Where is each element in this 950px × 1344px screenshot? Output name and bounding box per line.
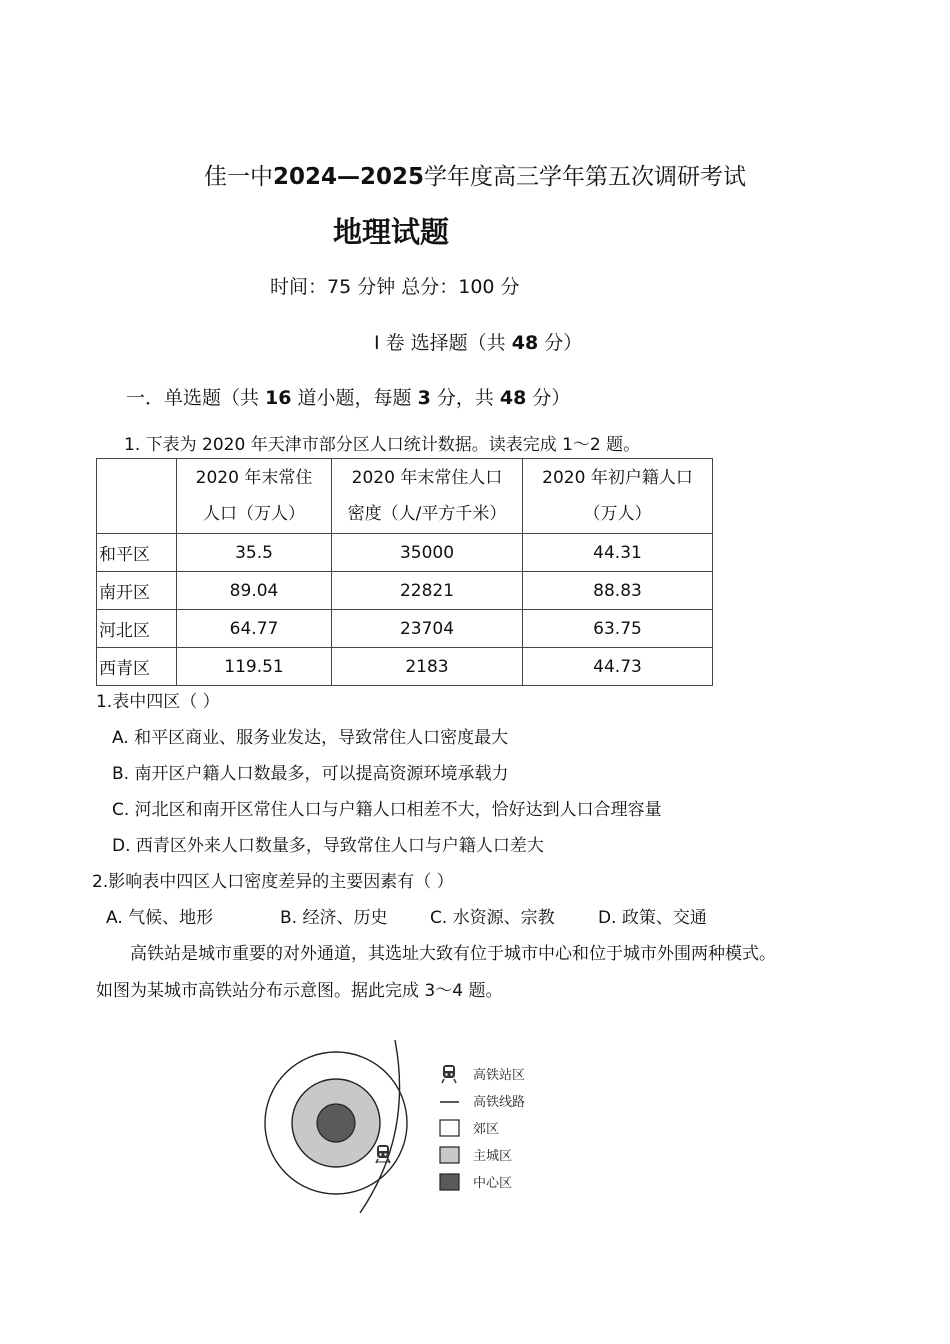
resident-cell: 35.5 xyxy=(177,534,332,572)
rail-station-diagram xyxy=(255,1035,555,1220)
legend-suburb-swatch xyxy=(440,1120,459,1136)
question-2-option-d: D. 政策、交通 xyxy=(598,908,707,928)
density-cell: 35000 xyxy=(332,534,523,572)
registered-cell: 44.73 xyxy=(523,648,713,686)
resident-cell: 119.51 xyxy=(177,648,332,686)
legend-main-city-swatch xyxy=(440,1147,459,1163)
table-row xyxy=(97,648,713,686)
question-1-option-a: A. 和平区商业、服务业发达，导致常住人口密度最大 xyxy=(112,728,509,748)
resident-cell: 89.04 xyxy=(177,572,332,610)
subject-title: 地理试题 xyxy=(333,215,450,249)
question-2-option-c: C. 水资源、宗教 xyxy=(430,908,555,928)
question-1-option-d: D. 西青区外来人口数量多，导致常住人口与户籍人口差大 xyxy=(112,836,544,856)
section-heading: I 卷 选择题（共 48 分） xyxy=(374,332,583,354)
table-row xyxy=(97,572,713,610)
question-1-option-c: C. 河北区和南开区常住人口与户籍人口相差不大，恰好达到人口合理容量 xyxy=(112,800,662,820)
exam-name: 学年度高三学年第五次调研考试 xyxy=(424,164,747,190)
time-total: 时间：75 分钟 总分：100 分 xyxy=(270,276,520,298)
question-2-option-a: A. 气候、地形 xyxy=(106,908,214,928)
registered-cell: 63.75 xyxy=(523,610,713,648)
district-cell: 河北区 xyxy=(97,610,177,648)
question-intro: 1. 下表为 2020 年天津市部分区人口统计数据。读表完成 1～2 题。 xyxy=(124,435,641,455)
table-row xyxy=(97,610,713,648)
legend-label: 高铁站区 xyxy=(473,1068,526,1083)
passage-line: 如图为某城市高铁站分布示意图。据此完成 3～4 题。 xyxy=(96,981,503,1001)
question-1-stem: 1.表中四区（ ） xyxy=(96,692,220,712)
legend-label: 高铁线路 xyxy=(473,1095,526,1110)
registered-cell: 44.31 xyxy=(523,534,713,572)
center-disk xyxy=(317,1104,355,1142)
district-cell: 西青区 xyxy=(97,648,177,686)
table-header-row xyxy=(97,459,713,534)
question-1-option-b: B. 南开区户籍人口数最多，可以提高资源环境承载力 xyxy=(112,764,509,784)
table-header-cell xyxy=(97,459,177,534)
single-choice-heading: 一．单选题（共 16 道小题，每题 3 分，共 48 分） xyxy=(126,387,571,409)
question-2-stem: 2.影响表中四区人口密度差异的主要因素有（ ） xyxy=(92,872,454,892)
passage-line: 高铁站是城市重要的对外通道，其选址大致有位于城市中心和位于城市外围两种模式。 xyxy=(130,944,776,964)
legend-label: 主城区 xyxy=(473,1149,513,1164)
density-cell: 22821 xyxy=(332,572,523,610)
registered-cell: 88.83 xyxy=(523,572,713,610)
table-header-cell: 2020 年末常住人口 密度（人/平方千米） xyxy=(332,459,523,534)
legend-label: 郊区 xyxy=(473,1122,500,1137)
resident-cell: 64.77 xyxy=(177,610,332,648)
population-table xyxy=(96,458,713,686)
legend-label: 中心区 xyxy=(473,1176,513,1191)
district-cell: 和平区 xyxy=(97,534,177,572)
table-header-cell: 2020 年末常住 人口（万人） xyxy=(177,459,332,534)
table-header-cell: 2020 年初户籍人口 （万人） xyxy=(523,459,713,534)
district-cell: 南开区 xyxy=(97,572,177,610)
legend-station-icon xyxy=(442,1065,456,1083)
question-2-option-b: B. 经济、历史 xyxy=(280,908,388,928)
density-cell: 2183 xyxy=(332,648,523,686)
legend-center-swatch xyxy=(440,1174,459,1190)
density-cell: 23704 xyxy=(332,610,523,648)
school-name: 佳一中 xyxy=(203,164,273,190)
school-years: 2024—2025 xyxy=(272,164,425,190)
exam-title xyxy=(0,158,950,191)
table-row xyxy=(97,534,713,572)
